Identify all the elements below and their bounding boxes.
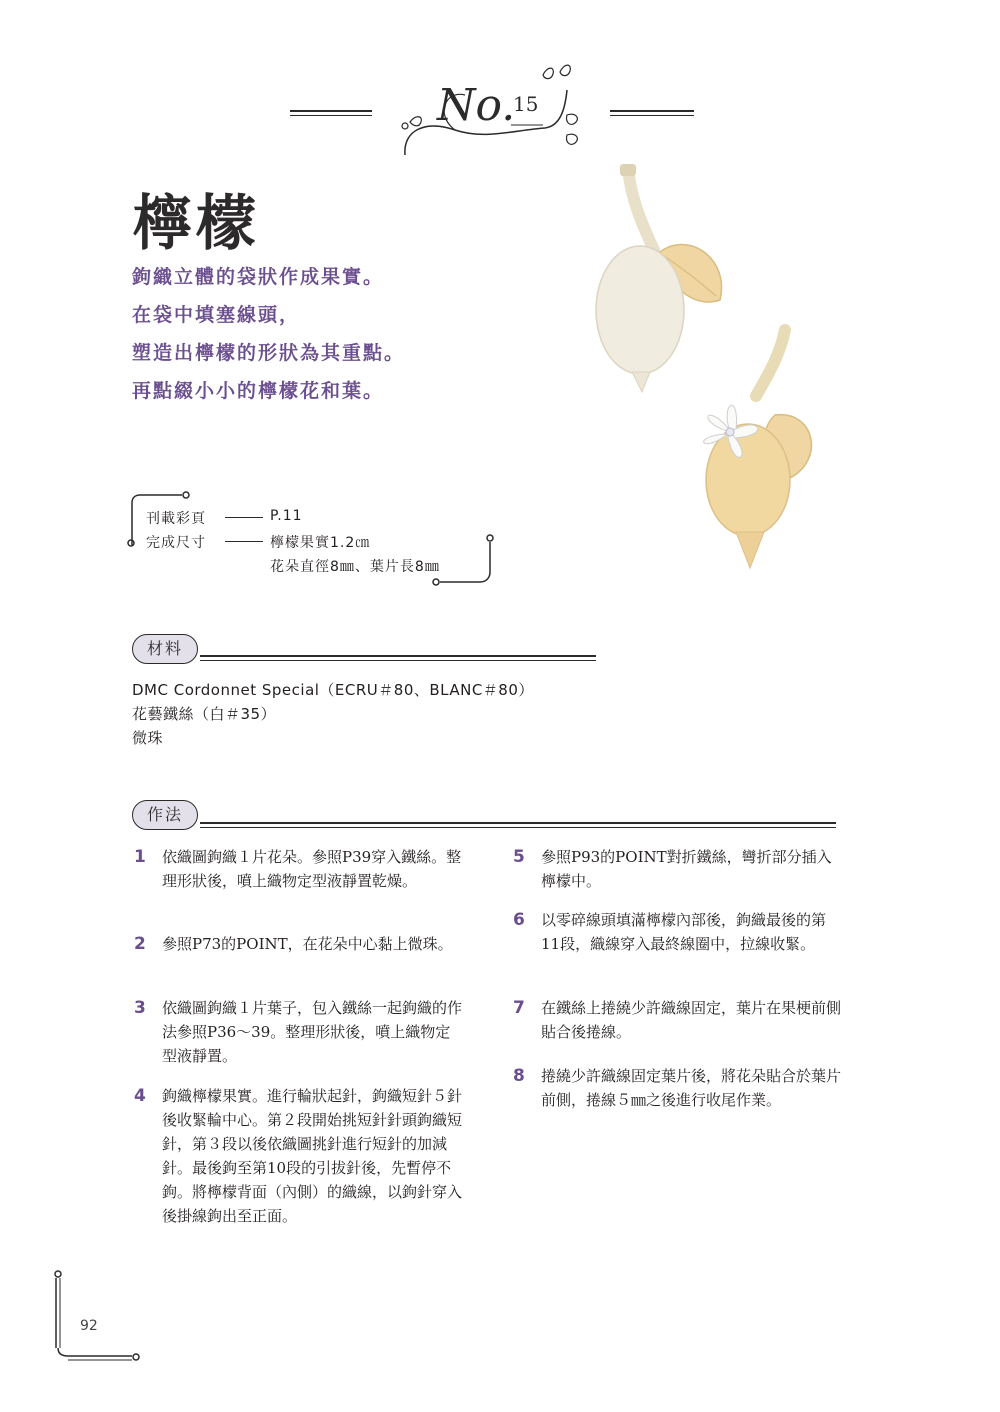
- meta-dash: [225, 517, 263, 518]
- lemon-photo: [580, 160, 820, 580]
- meta-size-value-2: 花朵直徑8㎜、葉片長8㎜: [270, 559, 440, 575]
- step-text: 在鐵絲上捲繞少許織線固定，葉片在果梗前側貼合後捲線。: [541, 999, 842, 1041]
- method-step: [134, 1084, 463, 1228]
- step-number: 4: [134, 1086, 146, 1106]
- step-number: 7: [513, 998, 525, 1018]
- method-step: [134, 932, 462, 956]
- step-number: 6: [513, 910, 525, 930]
- header-rule-right: [610, 110, 694, 112]
- step-text: 捲繞少許織線固定葉片後，將花朵貼合於葉片前側，捲線５㎜之後進行收尾作業。: [541, 1067, 842, 1109]
- method-step: [134, 996, 463, 1068]
- intro-line: 在袋中填塞線頭，: [132, 304, 301, 326]
- step-text: 以零碎線頭填滿檸檬內部後，鉤織最後的第11段，織線穿入最終線圈中，拉線收緊。: [541, 911, 827, 953]
- pattern-no-label: No.: [437, 80, 516, 131]
- intro-line: 鉤織立體的袋狀作成果實。: [132, 266, 385, 288]
- page-number: 92: [80, 1318, 98, 1334]
- step-number: 5: [513, 847, 525, 867]
- meta-dash: [225, 541, 263, 542]
- step-text: 依織圖鉤織１片花朵。參照P39穿入鐵絲。整理形狀後，噴上織物定型液靜置乾燥。: [162, 848, 462, 890]
- step-text: 依織圖鉤織１片葉子，包入鐵絲一起鉤織的作法參照P36〜39。整理形狀後，噴上織物定型液靜置。: [162, 999, 463, 1065]
- intro-line: 塑造出檸檬的形狀為其重點。: [132, 342, 406, 364]
- step-number: 8: [513, 1066, 525, 1086]
- intro-line: 再點綴小小的檸檬花和葉。: [132, 380, 385, 402]
- pattern-number: 15: [513, 92, 539, 116]
- materials-item: 微珠: [132, 729, 164, 747]
- page-title: 檸檬: [132, 189, 260, 259]
- intro-text: [132, 258, 562, 410]
- method-heading: 作法: [132, 800, 198, 830]
- step-number: 1: [134, 847, 146, 867]
- method-rule: [200, 822, 836, 824]
- method-step: [513, 1064, 842, 1112]
- meta-size-value-1: 檸檬果實1.2㎝: [270, 535, 371, 551]
- materials-item: 花藝鐵絲（白＃35）: [132, 705, 277, 723]
- step-number: 2: [134, 934, 146, 954]
- materials-heading: 材料: [132, 634, 198, 664]
- materials-rule: [200, 655, 596, 657]
- meta-left-dot: [124, 536, 138, 550]
- method-step: [513, 996, 842, 1044]
- step-text: 參照P93的POINT對折鐵絲，彎折部分插入檸檬中。: [541, 848, 832, 890]
- folio-ornament: [48, 1268, 148, 1368]
- materials-item: DMC Cordonnet Special（ECRU＃80、BLANC＃80）: [132, 681, 534, 699]
- step-number: 3: [134, 998, 146, 1018]
- step-text: 鉤織檸檬果實。進行輪狀起針，鉤織短針５針後收緊輪中心。第２段開始挑短針針頭鉤織短針，第３段以後依織圖挑針進行短針的加減針。最後鉤至第10段的引拔針後，先暫停不鉤。將檸檬背面（內側）的織線，以鉤針穿入後掛線鉤出至正面。: [162, 1087, 463, 1225]
- meta-page-label: 刊載彩頁: [146, 511, 206, 527]
- meta-page-value: P.11: [270, 508, 303, 524]
- method-step: [513, 908, 841, 956]
- header-rule-left: [290, 110, 372, 112]
- step-text: 參照P73的POINT，在花朵中心黏上微珠。: [162, 935, 453, 953]
- meta-size-label: 完成尺寸: [146, 535, 206, 551]
- materials-list: [132, 678, 534, 750]
- method-step: [513, 845, 841, 893]
- meta-bracket-bottom: [430, 530, 500, 590]
- method-step: [134, 845, 462, 893]
